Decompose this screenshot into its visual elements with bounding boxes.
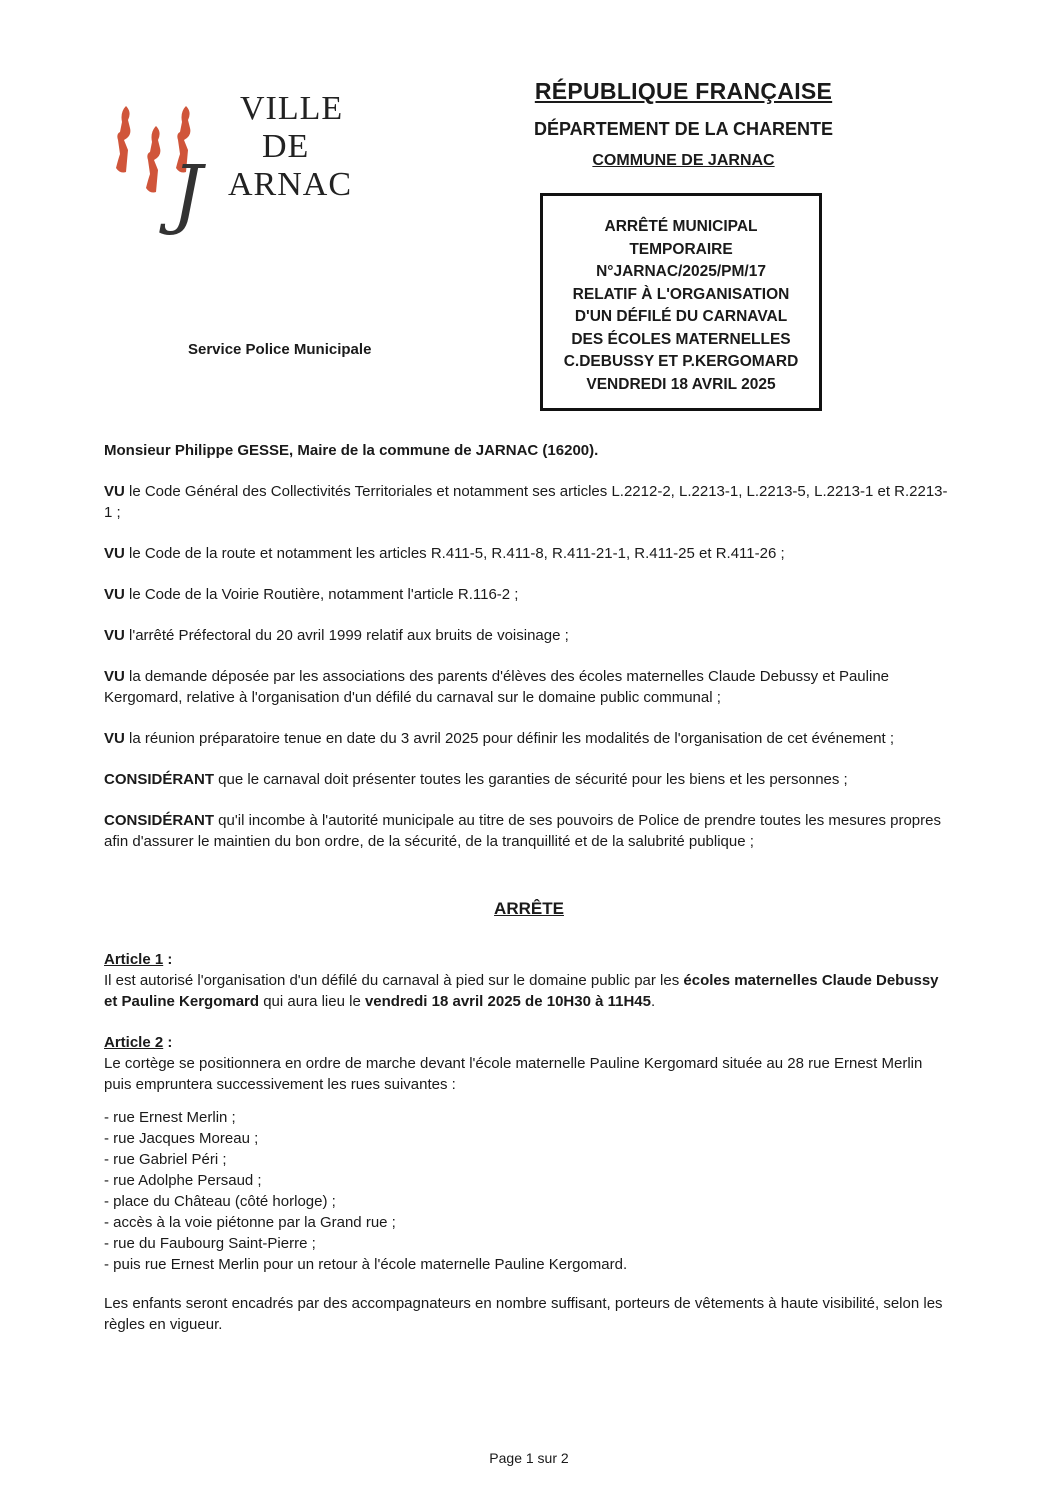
article-1-title: Article 1 (104, 951, 164, 968)
vu-text: le Code de la route et notamment les articles R.411-5, R.411-8, R.411-21-1, R.411-25 et R.411-26 ; (124, 545, 785, 562)
article-2-closing: Les enfants seront encadrés par des accompagnateurs en nombre suffisant, porteurs de vêtements à haute visibilité, selon les règles en vigueur. (104, 1295, 943, 1333)
document-body (104, 440, 954, 1335)
vu-text: la demande déposée par les associations des parents d'élèves des écoles maternelles Claude Debussy et Pauline Kergomard, relative à l'organisation d'un défilé du carnaval sur le domaine public communal ; (104, 668, 890, 706)
article-1-text-part: qui aura lieu le (259, 993, 365, 1010)
decree-line: ARRÊTÉ MUNICIPAL (604, 218, 758, 235)
street-item: - rue du Faubourg Saint-Pierre ; (104, 1235, 316, 1252)
article-1-text-part: Il est autorisé l'organisation d'un défilé du carnaval à pied sur le domaine public par les (104, 972, 684, 989)
decree-box (540, 193, 822, 411)
commune-title: COMMUNE DE JARNAC (592, 152, 775, 169)
service-label: Service Police Municipale (188, 341, 372, 358)
article-2 (104, 1032, 954, 1335)
arrete-heading: ARRÊTE (494, 899, 564, 918)
vu-label: VU (104, 668, 125, 685)
street-item: - rue Jacques Moreau ; (104, 1130, 259, 1147)
mayor-statement: Monsieur Philippe GESSE, Maire de la commune de JARNAC (16200). (104, 442, 599, 459)
article-2-title: Article 2 (104, 1034, 164, 1051)
article-1-text (104, 970, 954, 1012)
street-item: - rue Ernest Merlin ; (104, 1109, 236, 1126)
article-2-heading (104, 1032, 954, 1053)
republic-title: RÉPUBLIQUE FRANÇAISE (534, 78, 833, 104)
header-block (510, 78, 857, 170)
article-1-heading (104, 949, 954, 970)
vu-label: VU (104, 545, 125, 562)
street-item: - accès à la voie piétonne par la Grand rue ; (104, 1214, 396, 1231)
article-1-text-part: . (650, 993, 656, 1010)
article-1-schools: écoles maternelles Claude Debussy et Pauline Kergomard (104, 972, 939, 1010)
vu-text: la réunion préparatoire tenue en date du 3 avril 2025 pour définir les modalités de l'organisation de cet événement ; (124, 730, 895, 747)
department-title: DÉPARTEMENT DE LA CHARENTE (533, 119, 833, 139)
logo-line-arnac: ARNAC (228, 166, 353, 203)
street-item: - puis rue Ernest Merlin pour un retour à l'école maternelle Pauline Kergomard. (104, 1256, 628, 1273)
article-2-colon: : (163, 1034, 173, 1051)
considerant-label: CONSIDÉRANT (104, 812, 215, 829)
logo-line-de: DE (262, 128, 310, 165)
vu-label: VU (104, 730, 125, 747)
vu-paragraph (104, 584, 954, 605)
considerant-paragraph (104, 810, 954, 852)
logo-line-ville: VILLE (240, 90, 344, 127)
page-number: Page 1 sur 2 (489, 1450, 569, 1466)
vu-paragraph (104, 481, 954, 523)
considerant-text: qu'il incombe à l'autorité municipale au titre de ses pouvoirs de Police de prendre toutes les mesures propres afin d'assurer le maintien du bon ordre, de la sécurité, de la tranquillité et de la salubrité publique ; (104, 812, 941, 850)
vu-paragraph (104, 728, 954, 749)
decree-line: N°JARNAC/2025/PM/17 (596, 263, 766, 280)
decree-line: D'UN DÉFILÉ DU CARNAVAL (574, 308, 788, 325)
street-item: - rue Gabriel Péri ; (104, 1151, 227, 1168)
vu-label: VU (104, 483, 125, 500)
considerant-label: CONSIDÉRANT (104, 771, 215, 788)
vu-label: VU (104, 627, 125, 644)
article-1 (104, 949, 954, 1012)
street-item: - rue Adolphe Persaud ; (104, 1172, 262, 1189)
decree-line: DES ÉCOLES MATERNELLES (571, 330, 791, 348)
decree-line: VENDREDI 18 AVRIL 2025 (586, 375, 776, 393)
vu-text: le Code de la Voirie Routière, notamment l'article R.116-2 ; (124, 586, 519, 603)
vu-paragraph (104, 666, 954, 708)
decree-line: C.DEBUSSY ET P.KERGOMARD (563, 353, 799, 370)
considerant-paragraph (104, 769, 954, 790)
logo-initial-j: J (172, 148, 203, 237)
vu-paragraph (104, 543, 954, 564)
vu-paragraph (104, 625, 954, 646)
article-1-colon: : (163, 951, 173, 968)
vu-label: VU (104, 586, 125, 603)
considerant-text: que le carnaval doit présenter toutes les garanties de sécurité pour les biens et les personnes ; (214, 771, 848, 788)
town-logo (112, 88, 382, 238)
vu-text: l'arrêté Préfectoral du 20 avril 1999 relatif aux bruits de voisinage ; (124, 627, 569, 644)
vu-text: le Code Général des Collectivités Territoriales et notamment ses articles L.2212-2, L.2213-1, L.2213-5, L.2213-1 et R.2213-1 ; (104, 483, 948, 521)
article-1-date: vendredi 18 avril 2025 de 10H30 à 11H45 (364, 993, 651, 1010)
article-2-intro: Le cortège se positionnera en ordre de marche devant l'école maternelle Pauline Kergomard située au 28 rue Ernest Merlin puis empruntera successivement les rues suivantes : (104, 1055, 923, 1093)
street-list (104, 1107, 954, 1275)
street-item: - place du Château (côté horloge) ; (104, 1193, 336, 1210)
decree-line: TEMPORAIRE (629, 240, 733, 258)
decree-line: RELATIF À L'ORGANISATION (572, 285, 790, 303)
